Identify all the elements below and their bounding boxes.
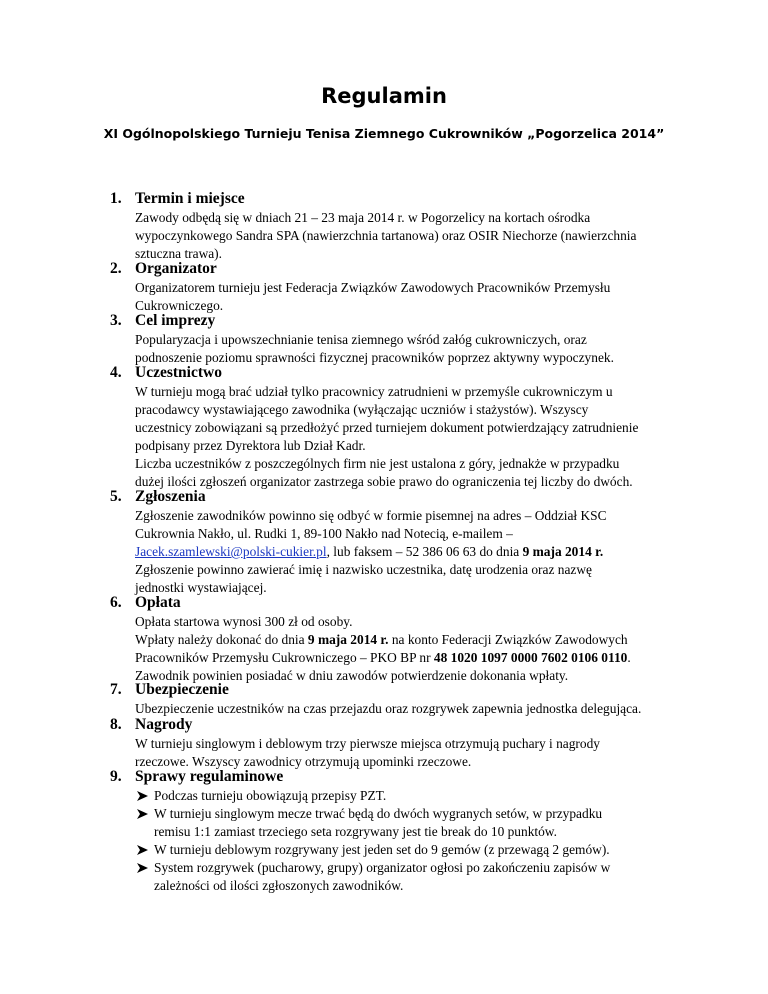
text-line: zależności od ilości zgłoszonych zawodników.	[154, 878, 404, 893]
text-line: wypoczynkowego Sandra SPA (nawierzchnia tartanowa) oraz OSIR Niechorze (nawierzchnia	[135, 228, 637, 243]
text-line: pracodawcy wystawiającego zawodnika (wyłączając uczniów i stażystów). Wszyscy	[135, 402, 589, 417]
text-line	[135, 631, 710, 649]
text-fragment: , lub faksem – 52 386 06 63 do dnia	[326, 544, 523, 559]
text-line: Zgłoszenie powinno zawierać imię i nazwisko uczestnika, datę urodzenia oraz nazwę	[135, 562, 592, 577]
section-organizator	[110, 258, 710, 315]
text-line: dużej ilości zgłoszeń organizator zastrzega sobie prawo do ograniczenia tej liczby do dwóch.	[135, 474, 633, 489]
text-line: Podczas turnieju obowiązują przepisy PZT.	[154, 788, 387, 803]
text-line: podnoszenie poziomu sprawności fizycznej pracowników poprzez aktywny wypoczynek.	[135, 350, 614, 365]
section-heading	[110, 679, 710, 700]
arrow-bullet-icon	[135, 805, 151, 823]
section-body	[135, 383, 710, 491]
text-line: uczestnicy zobowiązani są przedłożyć przed turniejem dokument potwierdzający zatrudnienie	[135, 420, 639, 435]
text-fragment: Wpłaty należy dokonać do dnia	[135, 632, 308, 647]
section-number: 6.	[110, 594, 122, 611]
section-heading	[110, 258, 710, 279]
bank-account-number: 48 1020 1097 0000 7602 0106 0110	[433, 650, 628, 665]
section-number: 9.	[110, 768, 122, 785]
section-heading	[110, 766, 710, 787]
section-number: 5.	[110, 488, 122, 505]
section-heading	[110, 310, 710, 331]
section-number: 1.	[110, 190, 122, 207]
text-line: Zawodnik powinien posiadać w dniu zawodów potwierdzenie dokonania wpłaty.	[135, 668, 569, 683]
text-line: jednostki wystawiającej.	[135, 580, 267, 595]
arrow-bullet-icon	[135, 859, 151, 877]
document-subtitle: XI Ogólnopolskiego Turnieju Tenisa Ziemnego Cukrowników „Pogorzelica 2014”	[103, 126, 665, 141]
text-line: W turnieju singlowym mecze trwać będą do dwóch wygranych setów, w przypadku	[154, 806, 603, 821]
payment-deadline: 9 maja 2014 r.	[307, 632, 389, 647]
list-item	[135, 805, 710, 841]
section-number: 4.	[110, 364, 122, 381]
text-line: sztuczna trawa).	[135, 246, 222, 261]
text-line: Cukrownia Nakło, ul. Rudki 1, 89-100 Nakło nad Notecią, e-mailem –	[135, 526, 513, 541]
section-cel-imprezy	[110, 310, 710, 367]
arrow-bullet-icon	[135, 787, 151, 805]
deadline-date: 9 maja 2014 r.	[522, 544, 604, 559]
section-zgloszenia	[110, 486, 710, 597]
section-heading	[110, 486, 710, 507]
text-line: Ubezpieczenie uczestników na czas przejazdu oraz rozgrywek zapewnia jednostka delegująca.	[135, 701, 642, 716]
section-body	[135, 613, 710, 685]
list-item	[135, 859, 710, 895]
text-line: Popularyzacja i upowszechnianie tenisa ziemnego wśród załóg cukrowniczych, oraz	[135, 332, 587, 347]
section-heading-text: Ubezpieczenie	[135, 681, 229, 698]
section-number: 7.	[110, 681, 122, 698]
section-number: 2.	[110, 260, 122, 277]
text-line	[135, 649, 710, 667]
text-line: Organizatorem turnieju jest Federacja Związków Zawodowych Pracowników Przemysłu	[135, 280, 611, 295]
text-line: Opłata startowa wynosi 300 zł od osoby.	[135, 614, 353, 629]
section-number: 8.	[110, 716, 122, 733]
section-heading-text: Opłata	[135, 594, 181, 611]
list-item	[135, 787, 710, 805]
list-item	[135, 841, 710, 859]
email-link[interactable]: Jacek.szamlewski@polski-cukier.pl	[135, 544, 327, 559]
text-line: W turnieju mogą brać udział tylko pracownicy zatrudnieni w przemyśle cukrowniczym u	[135, 384, 613, 399]
arrow-bullet-icon	[135, 841, 151, 859]
section-heading-text: Nagrody	[135, 716, 193, 733]
section-heading-text: Uczestnictwo	[135, 364, 222, 381]
text-line: W turnieju singlowym i deblowym trzy pierwsze miejsca otrzymują puchary i nagrody	[135, 736, 600, 751]
document-title: Regulamin	[321, 84, 447, 108]
section-sprawy-regulaminowe	[110, 766, 710, 895]
text-line: Liczba uczestników z poszczególnych firm nie jest ustalona z góry, jednakże w przypadku	[135, 456, 620, 471]
section-termin-i-miejsce	[110, 188, 710, 263]
text-line: System rozgrywek (pucharowy, grupy) organizator ogłosi po zakończeniu zapisów w	[154, 860, 611, 875]
section-heading	[110, 592, 710, 613]
section-heading-text: Termin i miejsce	[135, 190, 245, 207]
text-line: remisu 1:1 zamiast trzeciego seta rozgrywany jest tie break do 10 punktów.	[154, 824, 557, 839]
text-fragment: na konto Federacji Związków Zawodowych	[388, 632, 628, 647]
section-uczestnictwo	[110, 362, 710, 491]
text-line: Zawody odbędą się w dniach 21 – 23 maja 2014 r. w Pogorzelicy na kortach ośrodka	[135, 210, 591, 225]
section-ubezpieczenie	[110, 679, 710, 718]
section-number: 3.	[110, 312, 122, 329]
text-fragment: .	[627, 650, 631, 665]
text-line: podpisany przez Dyrektora lub Dział Kadr.	[135, 438, 366, 453]
section-heading-text: Organizator	[135, 260, 217, 277]
bullet-list	[135, 787, 710, 895]
section-oplata	[110, 592, 710, 685]
section-nagrody	[110, 714, 710, 771]
section-heading	[110, 362, 710, 383]
section-heading	[110, 188, 710, 209]
section-heading	[110, 714, 710, 735]
text-fragment: Pracowników Przemysłu Cukrowniczego – PKO BP nr	[135, 650, 434, 665]
section-heading-text: Cel imprezy	[135, 312, 216, 329]
text-line: Zgłoszenie zawodników powinno się odbyć w formie pisemnej na adres – Oddział KSC	[135, 508, 607, 523]
text-line	[135, 543, 710, 561]
section-heading-text: Sprawy regulaminowe	[135, 768, 284, 785]
section-body	[135, 209, 710, 263]
section-body	[135, 507, 710, 597]
text-line: Cukrowniczego.	[135, 298, 224, 313]
text-line: W turnieju deblowym rozgrywany jest jeden set do 9 gemów (z przewagą 2 gemów).	[154, 842, 610, 857]
section-heading-text: Zgłoszenia	[135, 488, 206, 505]
text-line: rzeczowe. Wszyscy zawodnicy otrzymują upominki rzeczowe.	[135, 754, 472, 769]
